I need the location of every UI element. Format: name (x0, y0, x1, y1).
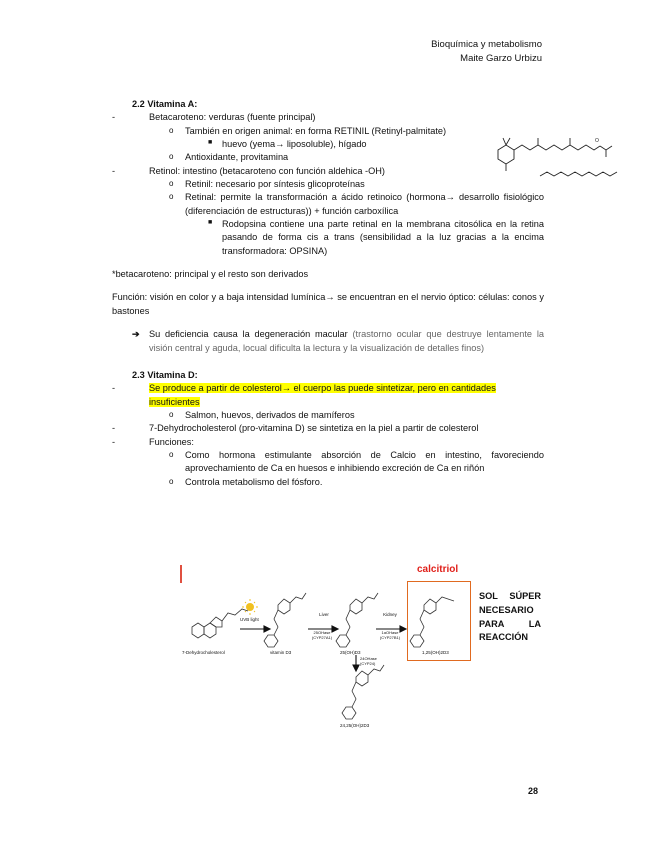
list-item: - Retinol: intestino (betacaroteno con función aldehica -OH) (112, 165, 385, 176)
section-vitamina-a-heading: 2.2 Vitamina A: (132, 99, 198, 109)
liver-label: Liver (319, 612, 329, 617)
label-125ohd3: 1,25(OH)2D3 (422, 650, 449, 655)
sol-note: SOL SÚPER NECESARIO PARA LA REACCIÓN (479, 591, 541, 643)
vitamin-d-pathway-diagram (180, 555, 470, 745)
svg-text:O: O (595, 138, 599, 144)
section-vitamina-d-heading: 2.3 Vitamina D: (132, 369, 198, 380)
kidney-label: Kidney (383, 612, 397, 617)
list-item: o Antioxidante, provitamina (169, 152, 289, 163)
list-item: o Retinil: necesario por síntesis glicoproteínas (169, 179, 365, 190)
list-item: o También en origen animal: en forma RETINIL (Retinyl-palmitate) (169, 125, 447, 136)
deficiencia-item: ➔ Su deficiencia causa la degeneración macular (trastorno ocular que destruye lentamente la visión central y aguda, locual dificulta la lectura y la visualización de detalles finos) (132, 329, 544, 353)
list-item: - 7-Dehydrocholesterol (pro-vitamina D) se sintetiza en la piel a partir de colesterol (112, 423, 479, 434)
label-2425ohd3: 24,25(OH)2D3 (340, 723, 370, 728)
list-item: ■ Rodopsina contiene una parte retinal en la membrana citosólica en la retina pasando de forma cis a trans (sensibilidad a la luz gracias a la encima transformadora: OPSINA) (208, 219, 544, 256)
retinyl-palmitate-structure (492, 128, 622, 188)
note-betacaroteno: *betacaroteno: principal y el resto son derivados (112, 269, 309, 280)
list-item: - Funciones: (112, 436, 194, 447)
label-25ohd3: 25(OH)D3 (340, 650, 361, 655)
page-number: 28 (528, 786, 539, 796)
calcitriol-label: calcitriol (417, 564, 459, 575)
arrow-right-icon: ➔ (132, 329, 140, 340)
list-item: - Se produce a partir de colesterol→ el cuerpo las puede sintetizar, pero en cantidades insuficientes (112, 383, 496, 407)
label-vitamin-d3: vitamin D3 (270, 650, 292, 655)
list-item: o Controla metabolismo del fósforo. (169, 476, 323, 487)
liver-enzyme: 25OHase (CYP27A1) (311, 630, 333, 640)
highlighted-text: Se produce a partir de colesterol→ el cuerpo las puede sintetizar, pero en cantidades insuficientes (149, 383, 496, 407)
list-item: ■ huevo (yema→ liposoluble), hígado (208, 139, 367, 150)
course-title: Bioquímica y metabolismo (431, 39, 542, 50)
list-item: o Salmon, huevos, derivados de mamíferos (169, 409, 355, 420)
label-7dhc: 7-Dehydrocholesterol (182, 650, 225, 655)
page-header (431, 38, 542, 66)
list-item: o Como hormona estimulante absorción de Calcio en intestino, favoreciendo aprovechamiento de Ca en huesos e inhibiendo excreción de Ca en riñón (169, 449, 544, 474)
page-content (112, 98, 544, 489)
uvb-label: UVB light (240, 617, 259, 622)
list-item: - Betacaroteno: verduras (fuente principal) (112, 112, 316, 123)
kidney-enzyme: 1αOHase (CYP27B1) (379, 630, 401, 640)
list-item: o Retinal: permite la transformación a ácido retinoico (hormona→ desarrollo fisiológico (diferenciación de estructuras)) + función carboxílica (169, 192, 544, 216)
funcion-paragraph: Función: visión en color y a baja intensidad lumínica→ se encuentran en el nervio óptico: células: conos y bastones (112, 292, 544, 316)
author-name: Maite Garzo Urbizu (460, 52, 542, 64)
down-enzyme: 24OHase (CYP24) (360, 656, 377, 666)
